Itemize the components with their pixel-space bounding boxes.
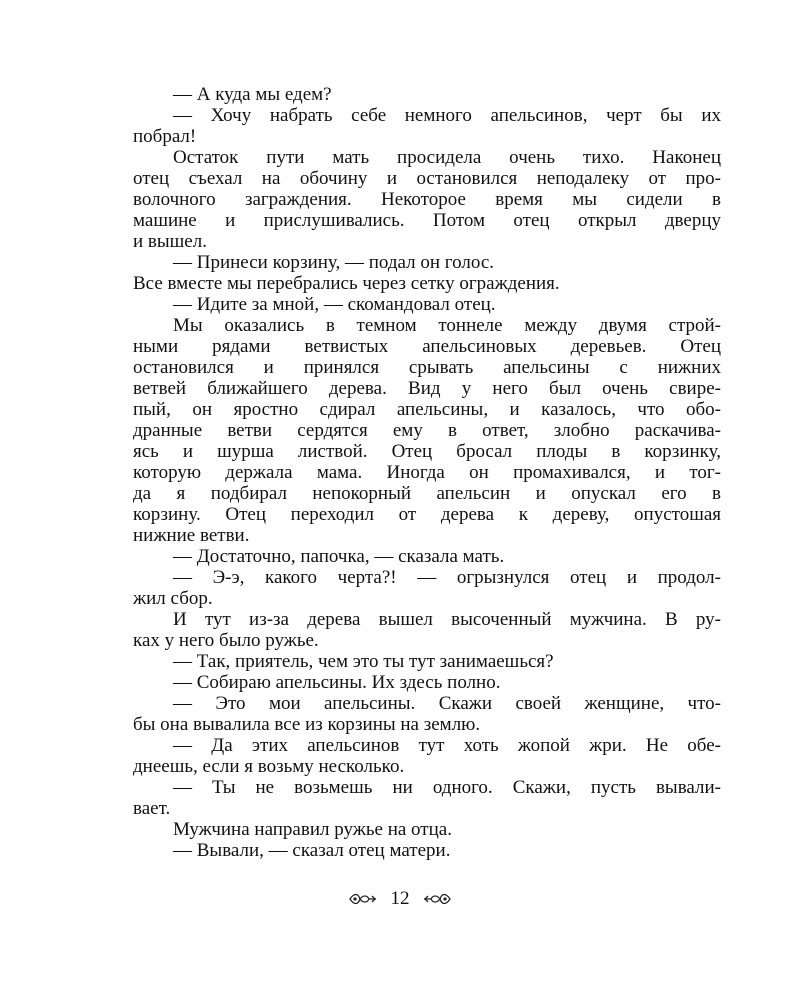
text-line: побрал! — [133, 126, 197, 147]
text-line: днеешь, если я возьму несколько. — [133, 756, 405, 777]
text-line: — Принеси корзину, — подал он голос. — [173, 252, 494, 273]
text-line: ными рядами ветвистых апельсиновых деревьев. Отец — [133, 336, 721, 357]
fleuron-right-icon — [422, 892, 452, 906]
text-line: жил сбор. — [133, 588, 213, 609]
page-number: 12 — [390, 887, 410, 909]
text-line: Мужчина направил ружье на отца. — [173, 819, 452, 840]
text-line: Остаток пути мать просидела очень тихо. Наконец — [173, 147, 721, 168]
text-line: — Э-э, какого черта?! — огрызнулся отец и продол- — [173, 567, 721, 588]
text-line: дранные ветви сердятся ему в ответ, злобно раскачива- — [133, 420, 721, 441]
text-line: Мы оказались в темном тоннеле между двумя строй- — [173, 315, 721, 336]
text-line: — Так, приятель, чем это ты тут занимаешься? — [173, 651, 554, 672]
text-line: и вышел. — [133, 231, 207, 252]
text-line: ках у него было ружье. — [133, 630, 319, 651]
text-line: корзину. Отец переходил от дерева к дереву, опустошая — [133, 504, 721, 525]
text-line: да я подбирал непокорный апельсин и опускал его в — [133, 483, 721, 504]
text-line: остановился и принялся срывать апельсины с нижних — [133, 357, 721, 378]
text-line: Все вместе мы перебрались через сетку ограждения. — [133, 273, 560, 294]
text-line: — Вывали, — сказал отец матери. — [173, 840, 451, 861]
text-line: — Хочу набрать себе немного апельсинов, черт бы их — [173, 105, 721, 126]
text-line: машине и прислушивались. Потом отец открыл дверцу — [133, 210, 721, 231]
text-line: — Достаточно, папочка, — сказала мать. — [173, 546, 505, 567]
fleuron-left-icon — [348, 892, 378, 906]
text-line: ясь и шурша листвой. Отец бросал плоды в корзинку, — [133, 441, 721, 462]
text-line: волочного заграждения. Некоторое время мы сидели в — [133, 189, 721, 210]
text-line: — Идите за мной, — скомандовал отец. — [173, 294, 496, 315]
text-line: бы она вывалила все из корзины на землю. — [133, 714, 481, 735]
text-line: нижние ветви. — [133, 525, 250, 546]
text-line: ветвей ближайшего дерева. Вид у него был очень свире- — [133, 378, 721, 399]
text-line: вает. — [133, 798, 171, 819]
text-line: — Это мои апельсины. Скажи своей женщине, что- — [173, 693, 721, 714]
text-line: пый, он яростно сдирал апельсины, и казалось, что обо- — [133, 399, 721, 420]
page-footer — [0, 886, 800, 910]
text-line: отец съехал на обочину и остановился неподалеку от про- — [133, 168, 721, 189]
text-line: — Ты не возьмешь ни одного. Скажи, пусть вывали- — [173, 777, 721, 798]
text-line: — Собираю апельсины. Их здесь полно. — [173, 672, 501, 693]
text-line: — А куда мы едем? — [173, 84, 332, 105]
page-body — [133, 84, 721, 861]
text-line: — Да этих апельсинов тут хоть жопой жри. Не обе- — [173, 735, 721, 756]
text-line: И тут из-за дерева вышел высоченный мужчина. В ру- — [173, 609, 721, 630]
text-line: которую держала мама. Иногда он промахивался, и тог- — [133, 462, 721, 483]
